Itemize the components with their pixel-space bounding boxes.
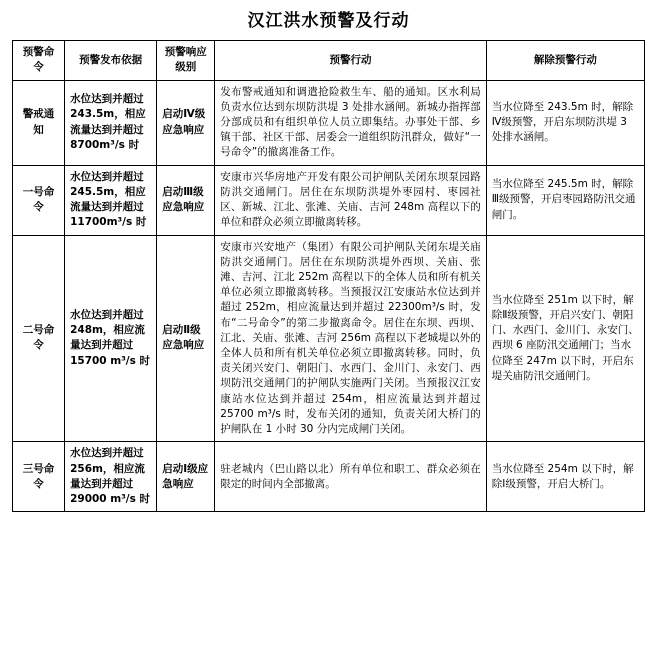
column-header-level: 预警响应级别 — [157, 41, 215, 80]
cell-release: 当水位降至 245.5m 时，解除Ⅲ级预警，开启枣园路防汛交通闸门。 — [486, 165, 644, 235]
cell-action: 发布警戒通知和调遣抢险救生车、船的通知。区水利局负责水位达到东坝防洪堤 3 处排水涵闸。新城办指挥部分部成员和有组织单位人员立即集结。办事处干部、乡镇干部、社区干部、居委会一道组织防汛群众，做好“一号命令”的撤离准备工作。 — [215, 80, 486, 165]
cell-action: 安康市兴安地产（集团）有限公司护闸队关闭东堤关庙防洪交通闸门。居住在东坝防洪堤外西坝、关庙、张滩、吉河、江北 252m 高程以下的全体人员和所有机关单位必须立即撤离转移。当预报汉江安康站水位达到并超过 252m，相应流量达到并超过 22300m³/s 时，发布“二号命令”的第二步撤离命令。居住在东坝、西坝、江北、关庙、张滩、吉河 256m 高程以下老城堤以外的全体人员和所有机关单位必须立即撤离转移。同时，负责关闭兴安门、朝阳门、水西门、金川门、永安门、西坝防汛交通闸门的护闸队实施两门关闭。当预报汉江安康站水位达到并超过 254m，相应流量达到并超过 25700 m³/s 时，发布关闭的通知，负责关闭大桥门的护闸队在 1 小时 30 分内完成闸门关闭。 — [215, 235, 486, 442]
cell-release: 当水位降至 243.5m 时，解除Ⅳ级预警，开启东坝防洪堤 3 处排水涵闸。 — [486, 80, 644, 165]
cell-release: 当水位降至 251m 以下时，解除Ⅱ级预警，开启兴安门、朝阳门、水西门、金川门、永安门、西坝 6 座防汛交通闸门；当水位降至 247m 以下时，开启东堤关庙防汛交通闸门。 — [486, 235, 644, 442]
cell-command: 一号命令 — [13, 165, 65, 235]
table-body — [13, 80, 645, 512]
cell-command: 二号命令 — [13, 235, 65, 442]
cell-basis: 水位达到并超过248m，相应流量达到并超过15700 m³/s 时 — [65, 235, 157, 442]
flood-warning-table — [12, 40, 645, 512]
cell-command: 三号命令 — [13, 442, 65, 512]
cell-level: 启动Ⅲ级应急响应 — [157, 165, 215, 235]
column-header-release: 解除预警行动 — [486, 41, 644, 80]
column-header-command: 预警命令 — [13, 41, 65, 80]
cell-basis: 水位达到并超过243.5m，相应流量达到并超过8700m³/s 时 — [65, 80, 157, 165]
table-row — [13, 235, 645, 442]
table-header-row — [13, 41, 645, 80]
table-header — [13, 41, 645, 80]
table-row — [13, 80, 645, 165]
cell-action: 驻老城内（巴山路以北）所有单位和职工、群众必须在限定的时间内全部撤离。 — [215, 442, 486, 512]
cell-release: 当水位降至 254m 以下时，解除Ⅰ级预警，开启大桥门。 — [486, 442, 644, 512]
column-header-action: 预警行动 — [215, 41, 486, 80]
column-header-basis: 预警发布依据 — [65, 41, 157, 80]
cell-basis: 水位达到并超过245.5m，相应流量达到并超过11700m³/s 时 — [65, 165, 157, 235]
table-row — [13, 442, 645, 512]
cell-level: 启动Ⅰ级应急响应 — [157, 442, 215, 512]
cell-command: 警戒通知 — [13, 80, 65, 165]
cell-level: 启动Ⅱ级应急响应 — [157, 235, 215, 442]
cell-basis: 水位达到并超过256m，相应流量达到并超过29000 m³/s 时 — [65, 442, 157, 512]
cell-level: 启动Ⅳ级应急响应 — [157, 80, 215, 165]
cell-action: 安康市兴华房地产开发有限公司护闸队关闭东坝泵园路防洪交通闸门。居住在东坝防洪堤外枣园村、枣园社区、新城、江北、张滩、关庙、吉河 248m 高程以下的单位和群众必须立即撤离转移。 — [215, 165, 486, 235]
table-row — [13, 165, 645, 235]
page-title: 汉江洪水预警及行动 — [247, 11, 410, 31]
